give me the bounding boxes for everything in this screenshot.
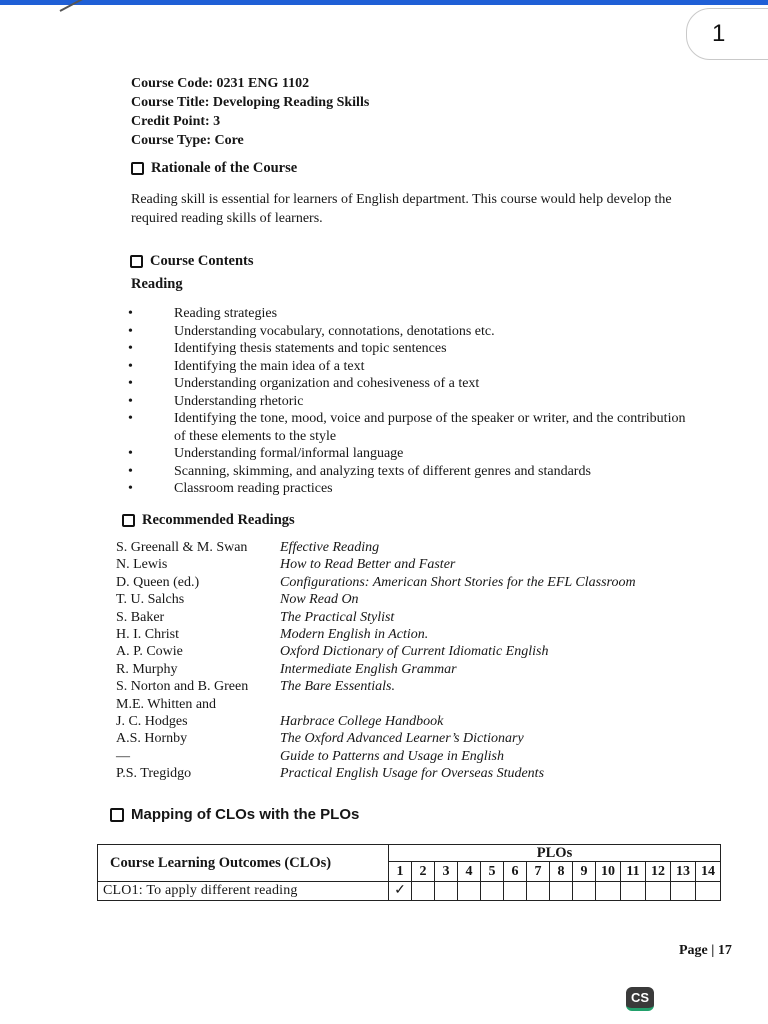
list-item: • Scanning, skimming, and analyzing texts of different genres and standards <box>128 463 688 481</box>
reading-row <box>116 714 716 731</box>
plo-number: 5 <box>481 862 504 882</box>
page-number-footer: Page | 17 <box>679 943 732 958</box>
list-item: • Understanding vocabulary, connotations, denotations etc. <box>128 323 688 341</box>
reading-title: The Oxford Advanced Learner’s Dictionary <box>280 731 524 747</box>
course-type: Course Type: Core <box>131 133 244 148</box>
plo-mark-cell <box>596 882 621 901</box>
reading-author: — <box>116 748 130 764</box>
plo-mark-cell <box>412 882 435 901</box>
reading-title: Configurations: American Short Stories for the EFL Classroom <box>280 574 636 590</box>
reading-row <box>116 540 716 557</box>
reading-subheading: Reading <box>131 276 183 292</box>
table-header-row <box>98 845 721 862</box>
contents-list <box>128 305 688 498</box>
reading-author: S. Baker <box>116 609 165 625</box>
reading-row <box>116 697 716 714</box>
plo-number: 7 <box>527 862 550 882</box>
plo-number: 13 <box>671 862 696 882</box>
plo-mark-cell <box>481 882 504 901</box>
reading-row <box>116 662 716 679</box>
readings-list <box>116 540 716 783</box>
reading-author: A.S. Hornby <box>116 731 188 747</box>
checkbox-icon <box>131 162 144 175</box>
reading-author: P.S. Tregidgo <box>116 766 192 782</box>
checkbox-icon <box>122 514 135 527</box>
reading-row <box>116 679 716 696</box>
reading-title: How to Read Better and Faster <box>280 557 456 573</box>
reading-row <box>116 592 716 609</box>
reading-author: R. Murphy <box>116 661 178 677</box>
page-number-tab[interactable] <box>686 8 768 60</box>
rationale-heading-text: Rationale of the Course <box>151 160 298 176</box>
list-item: • Identifying thesis statements and topic sentences <box>128 340 688 358</box>
plo-number: 11 <box>621 862 646 882</box>
top-accent-bar <box>0 0 768 5</box>
mapping-heading-text: Mapping of CLOs with the PLOs <box>131 806 360 823</box>
rationale-heading <box>131 160 297 177</box>
reading-title: Effective Reading <box>280 540 380 555</box>
plo-mark-cell <box>504 882 527 901</box>
reading-row <box>116 557 716 574</box>
reading-author: J. C. Hodges <box>116 713 188 729</box>
clo-plo-mapping-table <box>97 844 721 901</box>
reading-title: Practical English Usage for Overseas Students <box>280 766 545 782</box>
reading-title: The Practical Stylist <box>280 609 395 625</box>
reading-row <box>116 627 716 644</box>
clo1-label: CLO1: To apply different reading <box>98 882 389 901</box>
plo-number: 9 <box>573 862 596 882</box>
reading-title: Modern English in Action. <box>280 626 429 642</box>
plo-number: 6 <box>504 862 527 882</box>
list-item: • Understanding formal/informal language <box>128 445 688 463</box>
plo-number: 1 <box>389 862 412 882</box>
plo-number: 2 <box>412 862 435 882</box>
reading-title: Now Read On <box>280 592 359 608</box>
plo-mark-cell <box>458 882 481 901</box>
clo-column-header: Course Learning Outcomes (CLOs) <box>98 845 389 882</box>
reading-author: M.E. Whitten and <box>116 696 217 712</box>
list-item: • Identifying the tone, mood, voice and purpose of the speaker or writer, and the contribution of these elements to the style <box>128 410 688 445</box>
reading-title: Guide to Patterns and Usage in English <box>280 748 504 764</box>
table-row <box>98 882 721 901</box>
mapping-heading <box>110 806 359 823</box>
plo-number: 8 <box>550 862 573 882</box>
reading-author: S. Norton and B. Green <box>116 679 249 695</box>
list-item: • Classroom reading practices <box>128 480 688 498</box>
reading-author: A. P. Cowie <box>116 644 183 660</box>
reading-title: Oxford Dictionary of Current Idiomatic English <box>280 644 549 660</box>
reading-author: T. U. Salchs <box>116 592 185 608</box>
readings-heading-text: Recommended Readings <box>142 512 295 528</box>
rationale-text: Reading skill is essential for learners of English department. This course would help develop the required reading skills of learners. <box>131 192 672 226</box>
plo-mark-cell <box>646 882 671 901</box>
page-tab-number: 1 <box>712 20 726 47</box>
reading-author: H. I. Christ <box>116 626 179 642</box>
plo-mark-cell <box>435 882 458 901</box>
plo-mark-cell <box>696 882 721 901</box>
checkbox-icon <box>130 255 143 268</box>
contents-heading <box>130 253 254 270</box>
plos-column-header: PLOs <box>389 845 721 862</box>
reading-author: D. Queen (ed.) <box>116 574 200 590</box>
course-title: Course Title: Developing Reading Skills <box>131 95 370 110</box>
reading-row <box>116 610 716 627</box>
plo-mark-cell <box>671 882 696 901</box>
reading-row <box>116 749 716 766</box>
plo-mark-cell <box>573 882 596 901</box>
reading-row <box>116 731 716 748</box>
plo-mark-cell <box>621 882 646 901</box>
contents-heading-text: Course Contents <box>150 253 254 269</box>
reading-row <box>116 575 716 592</box>
course-meta <box>131 74 369 150</box>
reading-row <box>116 644 716 661</box>
course-code: Course Code: 0231 ENG 1102 <box>131 76 310 91</box>
reading-author: N. Lewis <box>116 557 168 573</box>
plo-number: 4 <box>458 862 481 882</box>
reading-title: The Bare Essentials. <box>280 679 395 695</box>
plo-mark-cell: ✓ <box>389 882 412 901</box>
plo-mark-cell <box>550 882 573 901</box>
credit-point: Credit Point: 3 <box>131 114 221 129</box>
camscanner-logo-icon[interactable]: CS <box>626 987 654 1011</box>
list-item: • Understanding organization and cohesiveness of a text <box>128 375 688 393</box>
reading-row <box>116 766 716 783</box>
checkbox-icon <box>110 808 124 822</box>
reading-title: Intermediate English Grammar <box>280 661 457 677</box>
plo-number: 10 <box>596 862 621 882</box>
list-item: • Identifying the main idea of a text <box>128 358 688 376</box>
list-item: • Understanding rhetoric <box>128 393 688 411</box>
plo-number: 3 <box>435 862 458 882</box>
plo-number: 14 <box>696 862 721 882</box>
plo-mark-cell <box>527 882 550 901</box>
readings-heading <box>122 512 295 529</box>
plo-number: 12 <box>646 862 671 882</box>
reading-author: S. Greenall & M. Swan <box>116 540 248 555</box>
reading-title: Harbrace College Handbook <box>280 713 444 729</box>
list-item: • Reading strategies <box>128 305 688 323</box>
